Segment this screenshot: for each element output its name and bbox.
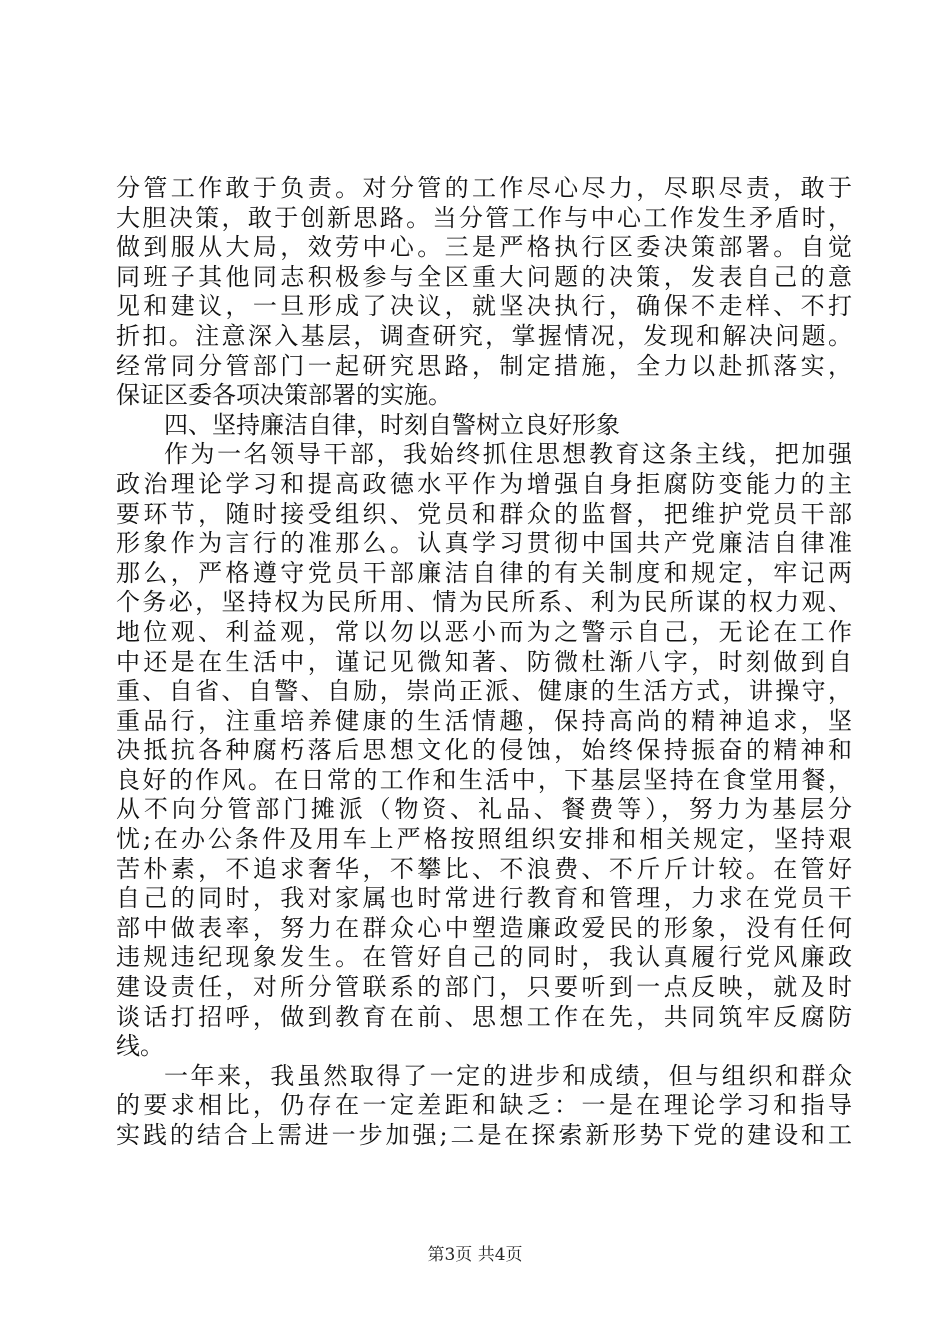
text-line: 线。 [116, 1032, 164, 1061]
text-line: 作为一名领导干部，我始终抓住思想教育这条主线，把加强 [164, 440, 852, 469]
text-line: 忧;在办公条件及用车上严格按照组织安排和相关规定，坚持艰 [116, 825, 852, 854]
text-line: 的要求相比，仍存在一定差距和缺乏：一是在理论学习和指导 [116, 1091, 852, 1120]
document-body [116, 174, 852, 1151]
text-line: 那么，严格遵守党员干部廉洁自律的有关制度和规定，牢记两 [116, 558, 852, 587]
text-line: 个务必，坚持权为民所用、情为民所系、利为民所谋的权力观、 [116, 588, 852, 617]
text-line: 重、自省、自警、自励，崇尚正派、健康的生活方式，讲操守， [116, 677, 852, 706]
text-line: 一年来，我虽然取得了一定的进步和成绩，但与组织和群众 [164, 1061, 852, 1090]
text-line: 形象作为言行的准那么。认真学习贯彻中国共产党廉洁自律准 [116, 529, 852, 558]
text-line: 经常同分管部门一起研究思路，制定措施，全力以赴抓落实， [116, 351, 852, 380]
text-line: 大胆决策，敢于创新思路。当分管工作与中心工作发生矛盾时， [116, 203, 852, 232]
text-line: 做到服从大局，效劳中心。三是严格执行区委决策部署。自觉 [116, 233, 852, 262]
text-line: 地位观、利益观，常以勿以恶小而为之警示自己，无论在工作 [116, 617, 852, 646]
text-line: 谈话打招呼，做到教育在前、思想工作在先，共同筑牢反腐防 [116, 1002, 852, 1031]
text-line: 中还是在生活中，谨记见微知著、防微杜渐八字，时刻做到自 [116, 647, 852, 676]
text-line: 良好的作风。在日常的工作和生活中，下基层坚持在食堂用餐， [116, 765, 852, 794]
text-line: 苦朴素，不追求奢华，不攀比、不浪费、不斤斤计较。在管好 [116, 854, 852, 883]
text-line: 违规违纪现象发生。在管好自己的同时，我认真履行党风廉政 [116, 943, 852, 972]
text-line: 折扣。注意深入基层，调查研究，掌握情况，发现和解决问题。 [116, 321, 852, 350]
text-line: 同班子其他同志积极参与全区重大问题的决策，发表自己的意 [116, 262, 852, 291]
page-number-footer: 第3页 共4页 [427, 1245, 523, 1265]
text-line: 从不向分管部门摊派（物资、礼品、餐费等），努力为基层分 [116, 795, 852, 824]
section-heading: 四、坚持廉洁自律，时刻自警树立良好形象 [164, 410, 620, 439]
text-line: 决抵抗各种腐朽落后思想文化的侵蚀，始终保持振奋的精神和 [116, 736, 852, 765]
text-line: 政治理论学习和提高政德水平作为增强自身拒腐防变能力的主 [116, 469, 852, 498]
text-line: 实践的结合上需进一步加强;二是在探索新形势下党的建设和工 [116, 1121, 852, 1149]
text-line: 分管工作敢于负责。对分管的工作尽心尽力，尽职尽责，敢于 [116, 174, 852, 202]
text-line: 自己的同时，我对家属也时常进行教育和管理，力求在党员干 [116, 884, 852, 913]
text-line: 建设责任，对所分管联系的部门，只要听到一点反映，就及时 [116, 973, 852, 1002]
text-line: 重品行，注重培养健康的生活情趣，保持高尚的精神追求，坚 [116, 706, 852, 735]
text-line: 见和建议，一旦形成了决议，就坚决执行，确保不走样、不打 [116, 292, 852, 321]
text-line: 要环节，随时接受组织、党员和群众的监督，把维护党员干部 [116, 499, 852, 528]
text-line: 部中做表率，努力在群众心中塑造廉政爱民的形象，没有任何 [116, 913, 852, 942]
text-line: 保证区委各项决策部署的实施。 [116, 381, 452, 410]
